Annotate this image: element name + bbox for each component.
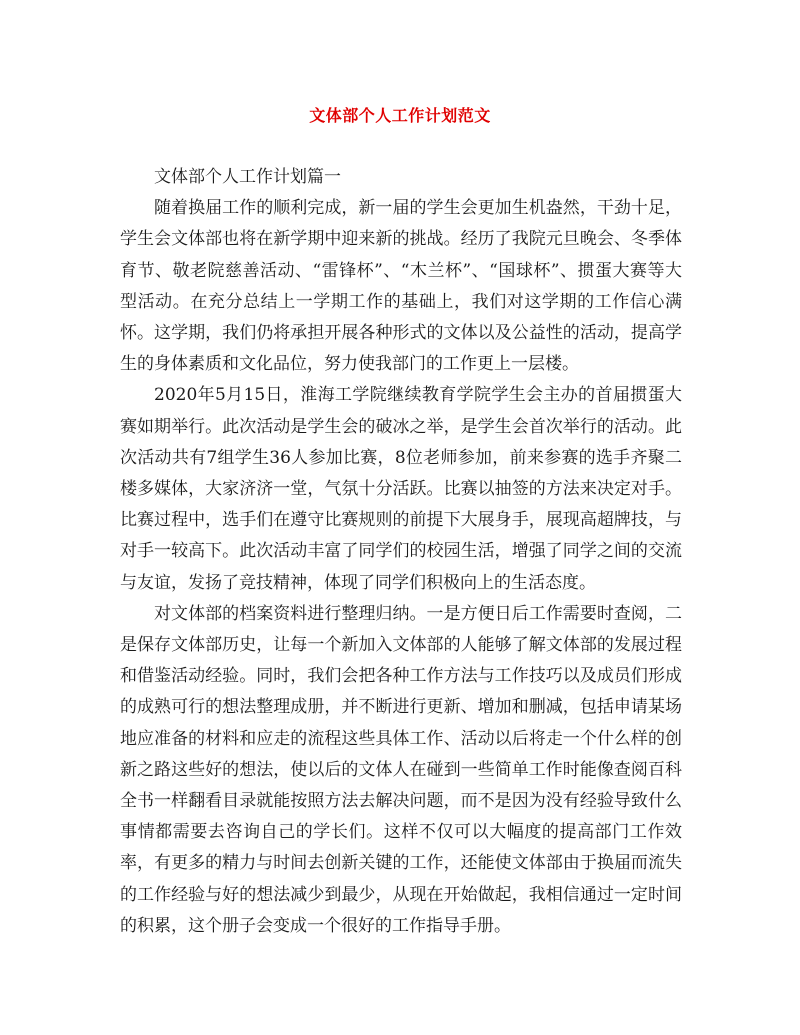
paragraph: 随着换届工作的顺利完成，新一届的学生会更加生机盎然，干劲十足，学生会文体部也将在新学期中迎来新的挑战。经历了我院元旦晚会、冬季体育节、敬老院慈善活动、“雷锋杯”、“木兰杯”、“国球杯”、掼蛋大赛等大型活动。在充分总结上一学期工作的基础上，我们对这学期的工作信心满怀。这学期，我们仍将承担开展各种形式的文体以及公益性的活动，提高学生的身体素质和文化品位，努力使我部门的工作更上一层楼。 bbox=[120, 198, 682, 375]
section-heading: 文体部个人工作计划篇一 bbox=[154, 167, 341, 187]
paragraph: 2020年5月15日，淮海工学院继续教育学院学生会主办的首届掼蛋大赛如期举行。此次活动是学生会的破冰之举，是学生会首次举行的活动。此次活动共有7组学生36人参加比赛，8位老师参加，前来参赛的选手齐聚二楼多媒体，大家济济一堂，气氛十分活跃。比赛以抽签的方法来决定对手。比赛过程中，选手们在遵守比赛规则的前提下大展身手，展现高超牌技，与对手一较高下。此次活动丰富了同学们的校园生活，增强了同学之间的交流与友谊，发扬了竞技精神，体现了同学们积极向上的生活态度。 bbox=[120, 385, 682, 593]
document-title: 文体部个人工作计划范文 bbox=[309, 106, 491, 125]
paragraph: 对文体部的档案资料进行整理归纳。一是方便日后工作需要时查阅，二是保存文体部历史，让每一个新加入文体部的人能够了解文体部的发展过程和借鉴活动经验。同时，我们会把各种工作方法与工作技巧以及成员们形成的成熟可行的想法整理成册，并不断进行更新、增加和删减，包括申请某场地应准备的材料和应走的流程这些具体工作、活动以后将走一个什么样的创新之路这些好的想法，使以后的文体人在碰到一些简单工作时能像查阅百科全书一样翻看目录就能按照方法去解决问题，而不是因为没有经验导致什么事情都需要去咨询自己的学长们。这样不仅可以大幅度的提高部门工作效率，有更多的精力与时间去创新关键的工作，还能使文体部由于换届而流失的工作经验与好的想法减少到最少，从现在开始做起，我相信通过一定时间的积累，这个册子会变成一个很好的工作指导手册。 bbox=[120, 603, 682, 936]
document-body bbox=[120, 162, 682, 942]
